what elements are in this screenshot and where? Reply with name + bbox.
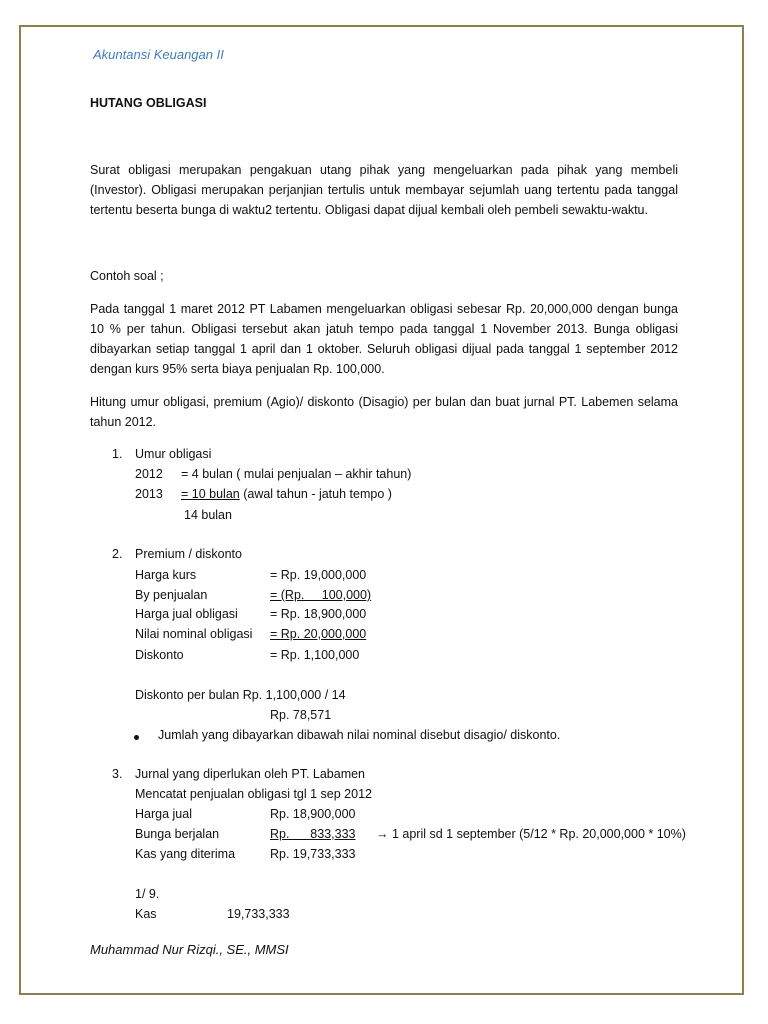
- section1-year-2013: 2013: [135, 487, 163, 501]
- section3-heading: Jurnal yang diperlukan oleh PT. Labamen: [135, 767, 366, 781]
- accrued-interest-note: → 1 april sd 1 september (5/12 * Rp. 20,000,000 * 10%): [376, 827, 686, 841]
- section2-heading: Premium / diskonto: [135, 547, 242, 561]
- discount-per-month-value: Rp. 78,571: [270, 708, 332, 722]
- section1-months-2013-value: = 10 bulan: [181, 487, 240, 501]
- section1-number: 1.: [112, 447, 123, 461]
- row-label: Nilai nominal obligasi: [135, 627, 253, 641]
- bullet-text: Jumlah yang dibayarkan dibawah nilai nominal disebut disagio/ diskonto.: [158, 728, 561, 742]
- section1-note-2012: ( mulai penjualan – akhir tahun): [236, 467, 412, 481]
- section3-number: 3.: [112, 767, 123, 781]
- row-value: Rp. 18,900,000: [270, 807, 356, 821]
- row-label: Harga jual: [135, 807, 192, 821]
- row-value: = Rp. 20,000,000: [270, 627, 367, 641]
- row-value: = Rp. 18,900,000: [270, 607, 367, 621]
- section2-number: 2.: [112, 547, 123, 561]
- page-title: HUTANG OBLIGASI: [90, 96, 207, 110]
- journal-account: Kas: [135, 907, 157, 921]
- problem-paragraph: Pada tanggal 1 maret 2012 PT Labamen mengeluarkan obligasi sebesar Rp. 20,000,000 dengan bunga 10 % per tahun. Obligasi tersebut akan jatuh tempo pada tanggal 1 November 2013. Bunga obligasi dibayarkan setiap tanggal 1 april dan 1 oktober. Seluruh obligasi dijual pada tanggal 1 september 2012 dengan kurs 95% serta biaya penjualan Rp. 100,000.: [90, 302, 678, 376]
- section1-months-2012-value: = 4 bulan: [181, 467, 233, 481]
- task-paragraph: Hitung umur obligasi, premium (Agio)/ diskonto (Disagio) per bulan dan buat jurnal PT. Labemen selama tahun 2012.: [90, 395, 678, 429]
- row-value: = Rp. 19,000,000: [270, 568, 367, 582]
- section1-note-2013: (awal tahun - jatuh tempo ): [243, 487, 392, 501]
- row-label: Kas yang diterima: [135, 847, 236, 861]
- row-label: Harga kurs: [135, 568, 197, 582]
- bullet-icon: [134, 735, 139, 740]
- journal-date: 1/ 9.: [135, 887, 160, 901]
- row-value: Rp. 19,733,333: [270, 847, 356, 861]
- section1-heading: Umur obligasi: [135, 447, 212, 461]
- discount-per-month: Diskonto per bulan Rp. 1,100,000 / 14: [135, 688, 346, 702]
- example-label: Contoh soal ;: [90, 269, 164, 283]
- author-footer: Muhammad Nur Rizqi., SE., MMSI: [90, 942, 289, 957]
- row-value: = Rp. 1,100,000: [270, 648, 360, 662]
- journal-amount: 19,733,333: [227, 907, 290, 921]
- section1-months-2013: [181, 484, 392, 504]
- row-label: Bunga berjalan: [135, 827, 220, 841]
- intro-paragraph: Surat obligasi merupakan pengakuan utang pihak yang mengeluarkan pada pihak yang membeli (Investor). Obligasi merupakan perjanjian tertulis untuk membayar sejumlah uang tertentu pada tanggal tertentu beserta bunga di waktu2 tertentu. Obligasi dapat dijual kembali oleh pembeli sewaktu-waktu.: [90, 163, 678, 217]
- running-header: Akuntansi Keuangan II: [93, 47, 224, 62]
- section1-total: 14 bulan: [184, 508, 232, 522]
- row-value: = (Rp. 100,000): [270, 588, 372, 602]
- row-value: Rp. 833,333: [270, 827, 356, 841]
- section1-months-2012: [181, 464, 411, 484]
- section1-year-2012: 2012: [135, 467, 163, 481]
- section3-subheading: Mencatat penjualan obligasi tgl 1 sep 2012: [135, 787, 372, 801]
- row-label: Harga jual obligasi: [135, 607, 238, 621]
- row-label: Diskonto: [135, 648, 184, 662]
- row-label: By penjualan: [135, 588, 208, 602]
